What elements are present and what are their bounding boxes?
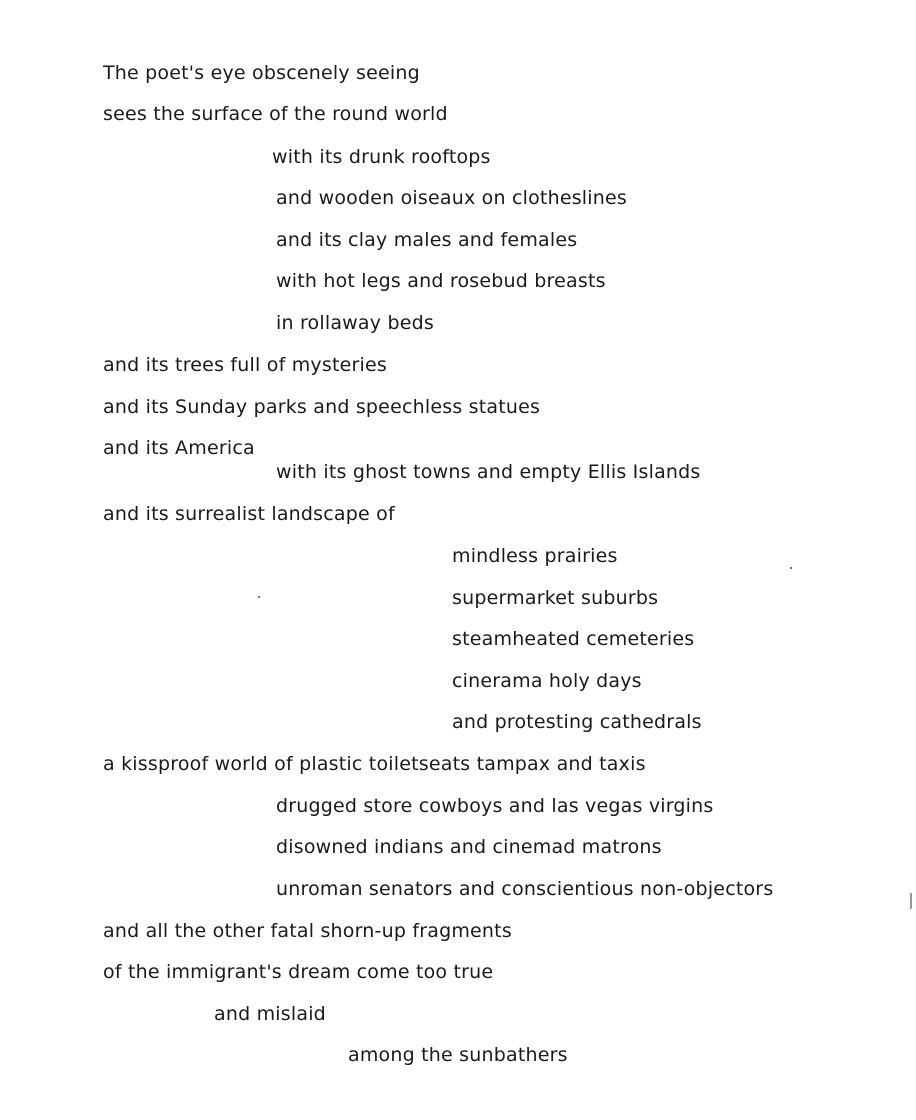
- poem-line-19: drugged store cowboys and las vegas virgins: [276, 795, 714, 817]
- poem-line-24: and mislaid: [214, 1003, 326, 1025]
- poem-line-14: supermarket suburbs: [452, 587, 659, 609]
- poem-line-16: cinerama holy days: [452, 670, 642, 692]
- poem-line-5: and its clay males and females: [276, 229, 578, 251]
- poem-line-12: and its surrealist landscape of: [103, 503, 395, 525]
- poem-line-23: of the immigrant's dream come too true: [103, 961, 494, 983]
- poem-line-15: steamheated cemeteries: [452, 628, 695, 650]
- scan-mark: [910, 893, 912, 909]
- poem-line-9: and its Sunday parks and speechless statues: [103, 396, 541, 418]
- poem-line-13: mindless prairies: [452, 545, 618, 567]
- poem-line-21: unroman senators and conscientious non-objectors: [276, 878, 774, 900]
- scan-speck: [258, 596, 260, 598]
- poem-line-6: with hot legs and rosebud breasts: [276, 270, 606, 292]
- poem-line-10: and its America: [103, 437, 255, 459]
- poem-line-1: The poet's eye obscenely seeing: [103, 62, 420, 84]
- scan-speck: [790, 567, 792, 569]
- poem-line-22: and all the other fatal shorn-up fragments: [103, 920, 512, 942]
- poem-line-8: and its trees full of mysteries: [103, 354, 387, 376]
- poem-line-20: disowned indians and cinemad matrons: [276, 836, 662, 858]
- poem-line-7: in rollaway beds: [276, 312, 434, 334]
- poem-line-11: with its ghost towns and empty Ellis Islands: [276, 461, 701, 483]
- poem-line-3: with its drunk rooftops: [272, 146, 491, 168]
- poem-line-17: and protesting cathedrals: [452, 711, 702, 733]
- poem-line-25: among the sunbathers: [348, 1044, 568, 1066]
- poem-line-4: and wooden oiseaux on clotheslines: [276, 187, 627, 209]
- poem-line-2: sees the surface of the round world: [103, 103, 448, 125]
- poem-line-18: a kissproof world of plastic toiletseats tampax and taxis: [103, 753, 646, 775]
